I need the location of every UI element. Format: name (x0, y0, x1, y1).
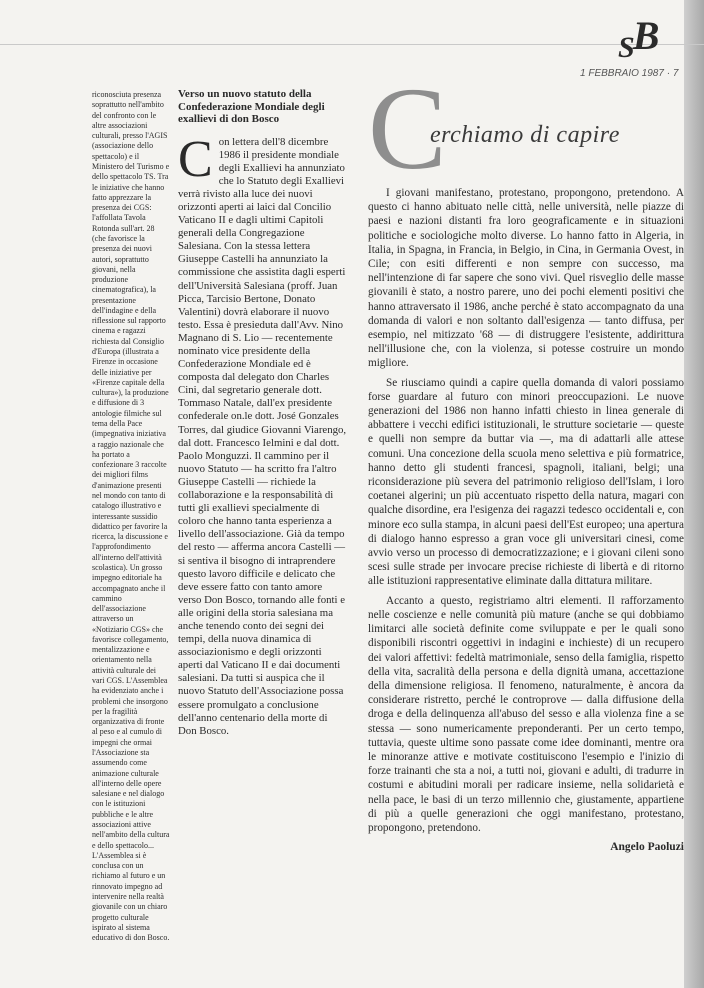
column-left (92, 90, 170, 943)
article-paragraph: Se riusciamo quindi a capire quella domanda di valori possiamo forse guardare al futuro con minori preoccupazioni. Le nuove generazioni del 1986 non hanno infatti chiesto in linea generale di abbattere i vecchi edifici istituzionali, le strutture societarie — queste e quelli non sempre da buttar via —, ma di adattarli alle attese comuni. Una concezione della scuola meno selettiva e più formatrice, hanno detto gli studenti francesi, spagnoli, italiani, belgi; una riconsiderazione più severa del patrimonio religioso dell'Islam, i loro coetanei algerini; un più accentuato rispetto della natura, magari con qualche disordine, era l'esigenza dei ragazzi tedesco occidentali e, con minore eco sulla stampa, in alcuni paesi dell'Est europeo; una apertura di dialogo hanno espresso a gran voce gli universitari cinesi, come avvio verso un processo di democratizzazione; e i giovani cileni sono scesi sulle strade per invocare precise richieste di libertà e di ritorno alle istituzioni rappresentative eliminate dalla dittatura militare. (368, 376, 684, 588)
column-middle (178, 88, 348, 738)
article-paragraph: I giovani manifestano, protestano, propongono, pretendono. A questo ci hanno abituato nelle città, nelle università, nelle piazze di paesi e nazioni distanti fra loro geograficamente e in situazioni politiche e sociologiche molto diverse. Lo hanno fatto in Algeria, in Italia, in Spagna, in Francia, in Belgio, in Cina, in Germania Ovest, in Cile; con esiti differenti e non sempre con successo, ma nell'intenzione di far sapere che sono vivi. Quel risveglio delle masse giovanili è stato, a nostro parere, uno dei pochi elementi positivi che hanno attraversato il 1986, anche perché è stato accompagnato da una domanda di valori e non soltanto dall'esigenza — tanto diffusa, per esempio, nel mitizzato '68 — di distruggere l'esistente, addirittura nell'illusione che, con la violenza, si potesse costruire un mondo migliore. (368, 187, 684, 370)
drop-cap: C (178, 130, 213, 188)
date-page-number: 1 FEBBRAIO 1987 · 7 (580, 68, 679, 79)
column-middle-heading: Verso un nuovo statuto della Confederazione Mondiale degli exallievi di don Bosco (178, 88, 325, 125)
title-text: erchiamo di capire (430, 122, 620, 148)
column-middle-text: on lettera dell'8 dicembre 1986 il presidente mondiale degli Exallievi ha annunziato che lo Statuto degli Exallievi verrà rivisto alla luce dei nuovi orizzonti aperti ai laici dal Concilio Vaticano II e dagli ultimi Capitoli generali della Congregazione Salesiana. Con la stessa lettera Giuseppe Castelli ha annunziato la commissione che assistita dagli esperti dell'Università Salesiana (proff. Juan Picca, Tarcisio Bertone, Donato Valentini) dovrà elaborare il nuovo testo. Essa è presieduta dall'Avv. Nino Magnano di S. Lio — recentemente nominato vice presidente della Confederazione Mondiale ed è composta dal delegato don Charles Cini, dal segretario generale dott. Tommaso Natale, dall'ex presidente confederale on.le dott. José Gonzales Torres, dal giudice Giovanni Viarengo, dal dott. Francesco Ielmini e dal dott. Paolo Monguzzi. Il cammino per il nuovo Statuto — ha scritto fra l'altro Giuseppe Castelli — richiede la collaborazione e la responsabilità di tutti gli exallievi specialmente di coloro che hanno tanta esperienza a livello dell'associazione. Già da tempo del resto — afferma ancora Castelli — si sentiva il bisogno di intraprendere questo lavoro difficile e delicato che deve essere fatto con tanto amore verso Don Bosco, tornando alle fonti e alle origini della storia salesiana ma anche tenendo conto dei segni dei tempi, della nuova dinamica di associazionismo e degli orizzonti aperti dal Vaticano II e dai documenti salesiani. Da tutti si auspica che il nuovo Statuto dell'Associazione possa essere promulgato a conclusione dell'anno centenario della morte di Don Bosco. (178, 135, 347, 737)
header-rule (0, 44, 704, 45)
article-body (368, 186, 684, 854)
article-paragraph: Accanto a questo, registriamo altri elementi. Il rafforzamento nelle coscienze e nelle comunità più mature (anche se qui dobbiamo limitarci alle società definite come sviluppate e per le quali sono disponibili riscontri oggettivi in indagini e inchieste) di un recupero dei valori affettivi: fedeltà matrimoniale, senso della famiglia, rispetto della vita, sacralità della persona e della dignità umana, accettazione della dimensione religiosa. Il fenomeno, naturalmente, è ancora da considerare ristretto, perché le controprove — dalla diffusione della droga e della delinquenza all'abuso del sesso e alla violenza fine a se stessa — sono numericamente preponderanti. Per un certo tempo, tuttavia, queste ultime sono passate come idee dominanti, mentre ora le minoranze attive e motivate costituiscono l'esempio e l'inizio di forze trainanti che sta a noi, a tutti noi, giovani e adulti, di tradurre in costumi e abitudini morali per radicare insieme, nella solidarietà e nella pace, le basi di un terzo millennio che, giustamente, appartiene di più a quelle generazioni che oggi manifestano, protestano, propongono, pretendono. (368, 594, 684, 834)
magazine-logo: $_S$B (618, 13, 658, 64)
article-author: Angelo Paoluzi (610, 841, 684, 854)
column-left-text: riconosciuta presenza soprattutto nell'ambito del confronto con le altre associazioni culturali, presso l'AGIS (associazione dello spettacolo) e il Ministero del Turismo e dello spettacolo TS. Tra le iniziative che hanno fatto apprezzare la presenza dei CGS: l'affollata Tavola Rotonda sull'art. 28 (che favorisce la presenza dei nuovi autori, soprattutto giovani, nella produzione cinematografica), la presentazione dell'indagine e della riflessione sul rapporto cinema e ragazzi richiesta dal Consiglio d'Europa (illustrata a Firenze in occasione delle iniziative per «Firenze capitale della cultura»), la produzione e diffusione di 3 antologie filmiche sul tema della Pace (impegnativa iniziativa a raggio nazionale che ha portato a confezionare 3 raccolte dei migliori films d'animazione presenti nel mondo con tanto di catalogo illustrativo e interessante sussidio didattico per favorire la ricerca, la discussione e l'approfondimento all'interno dell'attività scolastica). Un grosso impegno editoriale ha accompagnato anche il cammino dell'associazione attraverso un «Notiziario CGS» che favorisce collegamento, mentalizzazione e orientamento nella attività culturale dei vari CGS. L'Assemblea ha evidenziato anche i problemi che insorgono per la fragilità organizzativa di fronte al peso e al cumulo di impegni che ormai l'Associazione sta assumendo come animazione culturale all'interno delle opere salesiane e nel dialogo con le istituzioni pubbliche e le altre associazioni attive nell'ambito della cultura e dello spettacolo... L'Assemblea si è conclusa con un richiamo al futuro e un rinnovato impegno ad intervenire nella realtà giovanile con un chiaro progetto culturale ispirato al sistema educativo di don Bosco. (92, 90, 170, 943)
title-initial: C (368, 63, 447, 194)
